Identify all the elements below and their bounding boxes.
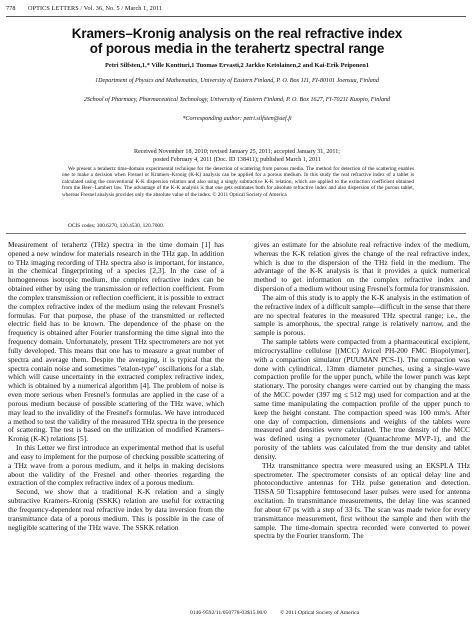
- header-rule: [6, 16, 466, 17]
- title-line-1: Kramers–Kronig analysis on the real refractive index: [71, 26, 403, 41]
- abstract: We present a terahertz time-domain experimental technique for the detection of scattering from porous media. The method for detection of the scattering enables one to make a decision when Fresnel or Kramers–Kronig (K-K) analysis can be applied for a porous medium. In this study the real refractive index of a tablet is calculated using the conventional K-K dispersion relation and also using a singly subtractive K-K relation, which are applied to the extinction coefficient obtained from the Beer–Lambert law. The advantage of the K-K analysis is that one gets estimates both for absolute refractive index and also dispersion of the porous tablet, whereas Fresnel analysis provides only the absolute value of the index. © 2011 Optical Society of America: [62, 166, 414, 198]
- ocis-codes: OCIS codes: 300.6270, 120.4530, 120.7000.: [68, 223, 165, 229]
- copyright-notice: © 2011 Optical Society of America: [280, 610, 360, 616]
- left-column: [8, 241, 224, 532]
- right-paragraph-2: The aim of this study is to apply the K-K analysis in the estimation of the refractive index of a difficult sample—difficult in the sense that there are no spectral features in the measured THz spectral range; i.e., the sample is amorphous, the spectral range is relatively narrow, and the sample is porous.: [254, 292, 470, 338]
- corresponding-author: *Corresponding author: petri.silfsten@uef.fi: [182, 116, 292, 122]
- right-column: [254, 241, 470, 541]
- paper-title: [10, 27, 464, 56]
- right-paragraph-1: gives an estimate for the absolute real refractive index of the medium, whereas the K-K relation gives the change of the real refractive index, which is due to the dispersion of the THz field in the medium. The advantage of the K-K analysis is that it provides a quick numerical method to get information on the complex refractive index and dispersion of a medium without using Fresnel's formula for transmission.: [254, 240, 470, 294]
- right-paragraph-3: The sample tablets were compacted from a pharmaceutical excipient, microcrystalline cellulose [(MCC) Avicel PH-200 FMC Biopolymer], with a compaction simulator (PUUMAN PCS-1). The compaction was done with cylindrical, 13mm diameter punches, using a single-wave compaction profile for the upper punch, while the lower punch was kept stationary. The porosity changes were carried out by changing the mass of the MCC powder (397 mg ≤ 512 mg) used for compaction and at the same time manipulating the compaction profile of the upper punch to keep the height constant. The compaction speed was 100 mm/s. After one day of compaction, dimensions and weights of the tablets were measured and densities were calculated. The true density of the MCC was defined using a pycnometer (Quantachrome MVP-1), and the porosity of the tablets was calculated from the true density and tablet density.: [254, 337, 470, 461]
- received-dates: [0, 149, 474, 164]
- issn-code: 0146-9592/11/050778-03$15.00/0: [190, 610, 267, 616]
- running-header: [6, 5, 466, 15]
- left-paragraph-2: In this Letter we first introduce an experimental method that is useful and easy to implement for the purpose of checking possible scattering of a THz wave from a porous medium, and it helps in making decisions about the validity of the Fresnel and other theories regarding the extraction of the complex refractive index of a porous medium.: [8, 443, 224, 488]
- left-paragraph-3: Second, we show that a traditional K-K relation and a singly subtractive Kramers–Kronig (SSKK) relation are useful for extracting the frequency-dependent real refractive index by data inversion from the transmittance data of a porous medium. This is possible in the case of negligible scattering of the THz wave. The SSKK relation: [8, 487, 224, 532]
- journal-info: OPTICS LETTERS / Vol. 36, No. 5 / March 1, 2011: [28, 5, 163, 12]
- left-paragraph-1: Measurement of terahertz (THz) spectra in the time domain [1] has opened a new window for materials research in the THz gap. In addition to THz imaging recording of THz spectra also is important, for instance, in the chemical fingerprinting of a species [2,3]. In the case of a homogeneous isotropic medium, the complex refractive index can be obtained either by using the transmission or reflection coefficient. From the complex transmission or reflection coefficient, it is possible to extract the complex refractive index of the medium using the relevant Fresnel's formulas. For that purpose, the phase of the transmitted or reflected electric field has to be known. The dependence of the phase on the frequency is obtained after Fourier transforming the time signal into the frequency domain. Unfortunately, present THz spectrometers are not yet fully developed. This means that one has to measure a great number of spectra and average them. Despite the averaging, it is typical that the spectra contain noise and sometimes "etalon-type" oscillations for a slab, which will cause uncertainty in the extracted complex refractive index, which is obtained by a numerical algorithm [4]. The problem of noise is even more serious when Fresnel's formulas are applied in the case of a porous medium because of possible scattering of the THz wave, which may lead to the invalidity of the Fresnel's formulas. We have introduced a method to test the validity of the measured THz spectra in the presence of scattering. The test is based on the utilization of modified Kramers–Kronig (K-K) relations [5].: [8, 240, 224, 444]
- right-paragraph-4: THz transmittance spectra were measured using an EKSPLA THz spectrometer. The spectrometer consists of an optical delay line and photoconductive antennas for THz pulse generation and detection. TISSA 50 Ti:sapphire femtosecond laser pulses were used for antenna excitation. In transmittance measurements, the delay line was scanned for about 67 ps with a step of 33 fs. The scan was made twice for every transmittance measurement, first without the sample and then with the sample. The time-domain spectra recorded were converted to power spectra by the Fourier transform. The: [254, 460, 470, 541]
- title-line-2: of porous media in the terahertz spectral range: [89, 40, 385, 56]
- affiliation-1: 1Department of Physics and Mathematics, University of Eastern Finland, P. O. Box 111, FI-80101 Joensuu, Finland: [95, 78, 379, 84]
- received-line-2: posted February 4, 2011 (Doc. ID 138411); published March 1, 2011: [153, 156, 321, 163]
- received-line-1: Received November 18, 2010; revised January 25, 2011; accepted January 31, 2011;: [134, 149, 340, 155]
- author-list: Petri Silfsten,1,* Ville Kontturi,1 Tuomas Ervasti,2 Jarkko Ketolainen,2 and Kai-Erik Peiponen1: [105, 62, 369, 69]
- page-number: 778: [6, 5, 16, 12]
- affiliation-2: 2School of Pharmacy, Pharmaceutical Technology, University of Eastern Finland, P. O. Box 1627, FI-70211 Kuopio, Finland: [83, 97, 391, 103]
- abstract-rule: [6, 233, 466, 234]
